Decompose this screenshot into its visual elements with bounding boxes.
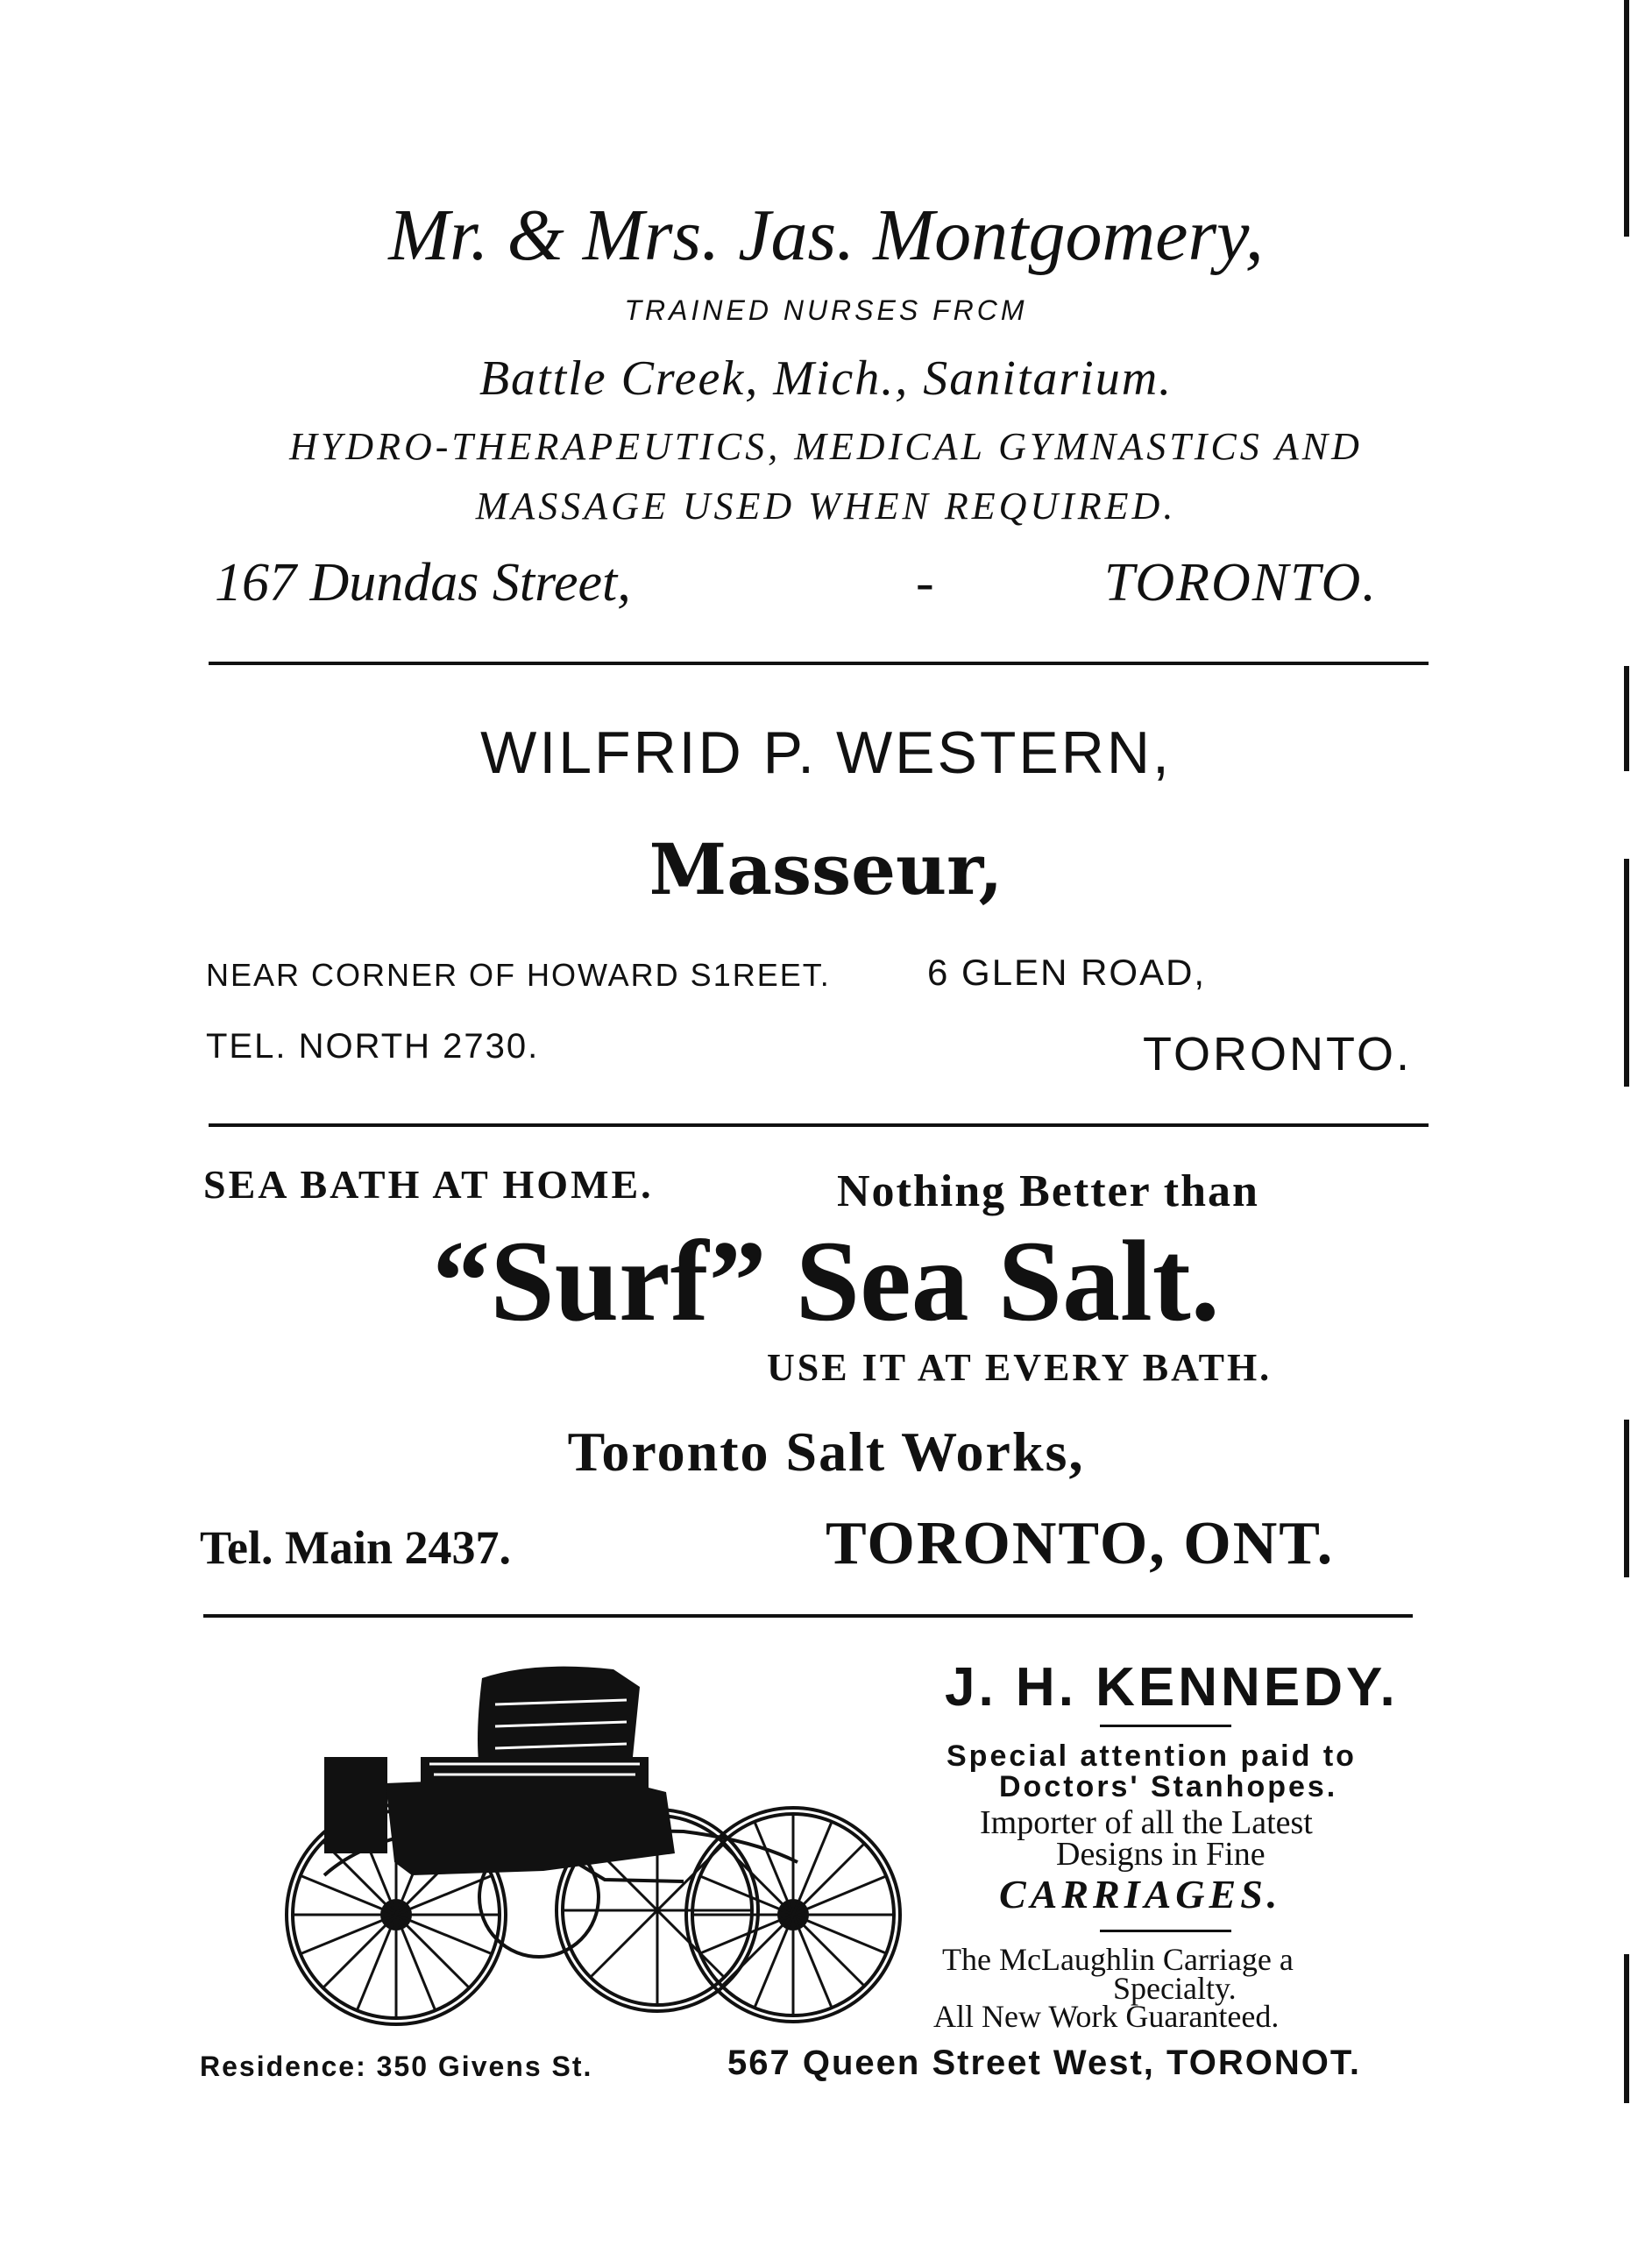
- montgomery-from: Battle Creek, Mich., Sanitarium.: [479, 351, 1173, 406]
- kennedy-residence: Residence: 350 Givens St.: [200, 2051, 593, 2082]
- surf-use: USE IT AT EVERY BATH.: [767, 1346, 1273, 1389]
- surf-product: “Surf” Sea Salt.: [432, 1216, 1220, 1345]
- divider-rule: [203, 1614, 1413, 1618]
- western-near: NEAR CORNER OF HOWARD S1REET.: [206, 957, 831, 993]
- surf-right: Nothing Better than: [837, 1166, 1259, 1216]
- kennedy-carriages: CARRIAGES.: [999, 1872, 1282, 1916]
- montgomery-city: TORONTO.: [1104, 553, 1378, 613]
- kennedy-mclaughlin-1: The McLaughlin Carriage a: [942, 1942, 1294, 1977]
- kennedy-small-rule: [1100, 1930, 1231, 1932]
- western-tel: TEL. NORTH 2730.: [206, 1027, 540, 1066]
- surf-left: SEA BATH AT HOME.: [203, 1162, 654, 1207]
- kennedy-importer-2: Designs in Fine: [1056, 1836, 1266, 1873]
- surf-city: TORONTO, ONT.: [826, 1510, 1335, 1577]
- surf-company: Toronto Salt Works,: [567, 1420, 1085, 1483]
- kennedy-mclaughlin-2: Specialty.: [1113, 1971, 1237, 2006]
- montgomery-services-1: HYDRO-THERAPEUTICS, MEDICAL GYMNASTICS AND: [289, 425, 1363, 468]
- kennedy-importer-1: Importer of all the Latest: [980, 1804, 1313, 1841]
- montgomery-services-2: MASSAGE USED WHEN REQUIRED.: [475, 485, 1177, 528]
- western-name: WILFRID P. WESTERN,: [480, 719, 1172, 786]
- western-title: Masseur,: [649, 828, 1003, 910]
- kennedy-special-1: Special attention paid to: [947, 1739, 1357, 1773]
- montgomery-trained: TRAINED NURSES FRCM: [624, 294, 1028, 326]
- montgomery-dash: -: [916, 553, 934, 613]
- western-address: 6 GLEN ROAD,: [927, 952, 1207, 993]
- kennedy-small-rule: [1100, 1725, 1231, 1727]
- carriage-illustration: [193, 1652, 911, 2037]
- montgomery-name: Mr. & Mrs. Jas. Montgomery,: [388, 195, 1264, 276]
- montgomery-address: 167 Dundas Street,: [215, 553, 631, 613]
- kennedy-special-2: Doctors' Stanhopes.: [999, 1770, 1338, 1803]
- kennedy-guarantee: All New Work Guaranteed.: [933, 1999, 1280, 2034]
- western-city: TORONTO.: [1143, 1028, 1413, 1080]
- kennedy-name: J. H. KENNEDY.: [945, 1657, 1399, 1718]
- kennedy-address: 567 Queen Street West, TORONOT.: [727, 2044, 1361, 2082]
- divider-rule: [209, 1123, 1429, 1127]
- surf-tel: Tel. Main 2437.: [200, 1521, 512, 1574]
- scan-edge-line: [1624, 1954, 1629, 2103]
- divider-rule: [209, 662, 1429, 665]
